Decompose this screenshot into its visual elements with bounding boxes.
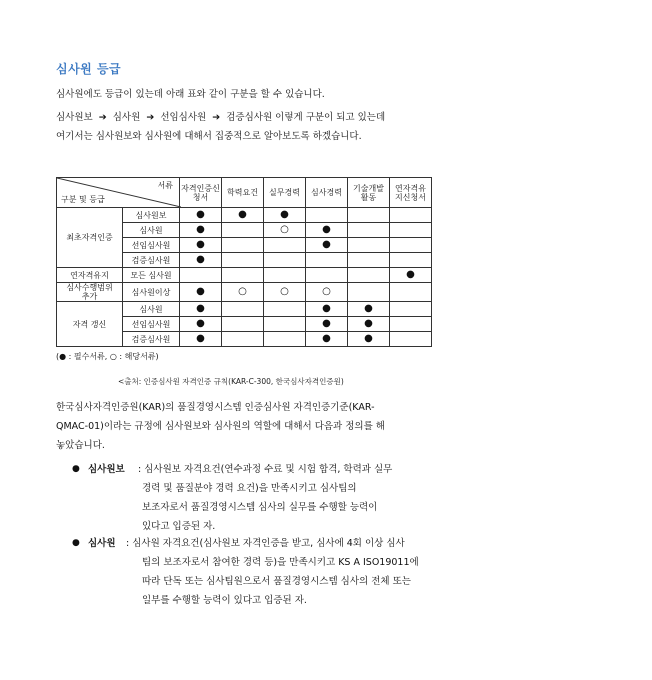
table-cell <box>222 208 264 223</box>
table-cell <box>222 253 264 268</box>
group-cell <box>57 302 123 347</box>
grades-line-2: 여기서는 심사원보와 심사원에 대해서 집중적으로 알아보도록 하겠습니다. <box>56 131 362 142</box>
table-cell <box>180 253 222 268</box>
bullet-line: 따라 단독 또는 심사팀원으로서 품질경영시스템 심사의 전체 또는 <box>142 576 411 587</box>
bullet-term: 심사원보 <box>88 464 125 475</box>
table-cell <box>264 332 306 347</box>
column-header <box>306 178 348 208</box>
table-cell <box>306 302 348 317</box>
required-dot-icon: ● <box>196 224 205 235</box>
table-cell <box>390 332 432 347</box>
table-legend: (● : 필수서류, ○ : 해당서류) <box>56 352 159 361</box>
required-dot-icon: ● <box>364 318 373 329</box>
table-cell <box>222 268 264 283</box>
grade-cell: 선임심사원 <box>123 238 180 253</box>
grade-cell: 심사원 <box>123 302 180 317</box>
table-row <box>57 268 432 283</box>
column-header-label: 실무경력 <box>269 188 300 197</box>
table-cell <box>390 268 432 283</box>
table-header-row <box>57 178 432 208</box>
table-cell <box>306 223 348 238</box>
group-label: 연자격유지 <box>70 270 109 280</box>
required-dot-icon: ● <box>364 333 373 344</box>
applicable-circle-icon: ○ <box>322 286 331 297</box>
table-cell <box>180 283 222 302</box>
column-header <box>264 178 306 208</box>
grade-name: 선임심사원 <box>160 112 207 123</box>
table-cell <box>306 283 348 302</box>
group-label: 심사수행범위 추가 <box>66 283 113 301</box>
bullet-icon: ● <box>72 538 80 548</box>
bullet-line: : 심사원 자격요건(심사원보 자격인증을 받고, 심사에 4회 이상 심사 <box>126 538 405 549</box>
required-dot-icon: ● <box>196 286 205 297</box>
table-cell <box>264 223 306 238</box>
table-cell <box>264 283 306 302</box>
required-dot-icon: ● <box>322 303 331 314</box>
column-header <box>180 178 222 208</box>
table-cell <box>264 238 306 253</box>
required-dot-icon: ● <box>322 224 331 235</box>
table-cell <box>306 268 348 283</box>
required-dot-icon: ● <box>406 269 415 280</box>
applicable-circle-icon: ○ <box>280 286 289 297</box>
table-cell <box>222 332 264 347</box>
grade-cell: 모든 심사원 <box>123 268 180 283</box>
grade-cell: 심사원보 <box>123 208 180 223</box>
group-label: 최초자격인증 <box>66 233 113 242</box>
table-row <box>57 302 432 317</box>
table-cell <box>264 253 306 268</box>
table-cell <box>306 238 348 253</box>
certification-table <box>56 177 432 347</box>
bullet-line: 경력 및 품질분야 경력 요건)을 만족시키고 심사팀의 <box>142 483 357 494</box>
table-cell <box>180 302 222 317</box>
arrow-icon: ➔ <box>98 112 107 123</box>
group-cell <box>57 283 123 302</box>
required-dot-icon: ● <box>196 254 205 265</box>
required-dot-icon: ● <box>238 209 247 220</box>
bullet-item <box>72 534 444 610</box>
grade-cell: 선임심사원 <box>123 317 180 332</box>
bullet-icon: ● <box>72 464 80 474</box>
table-cell <box>390 223 432 238</box>
corner-top-label: 서류 <box>157 181 173 190</box>
table-cell <box>390 208 432 223</box>
grade-cell: 심사원 <box>123 223 180 238</box>
table-corner-cell <box>57 178 180 208</box>
table-cell <box>222 223 264 238</box>
grade-cell: 검증심사원 <box>123 253 180 268</box>
table-cell <box>390 283 432 302</box>
column-header-label: 연자격유 지신청서 <box>395 183 426 202</box>
table-cell <box>180 208 222 223</box>
group-cell <box>57 268 123 283</box>
table-cell <box>390 253 432 268</box>
grades-paragraph <box>56 108 441 146</box>
table-row <box>57 208 432 223</box>
bullet-line: 팀의 보조자로서 참여한 경력 등)을 만족시키고 KS A ISO19011에 <box>142 557 419 568</box>
bullet-item <box>72 460 444 536</box>
table-cell <box>390 317 432 332</box>
table-row <box>57 283 432 302</box>
table-cell <box>180 317 222 332</box>
table-cell <box>348 302 390 317</box>
corner-diagonal <box>57 178 179 207</box>
required-dot-icon: ● <box>196 209 205 220</box>
table-cell <box>348 268 390 283</box>
table-cell <box>348 283 390 302</box>
table-cell <box>264 268 306 283</box>
grade-name: 심사원 <box>112 112 141 123</box>
arrow-icon: ➔ <box>146 112 155 123</box>
table-cell <box>222 238 264 253</box>
table-cell <box>348 317 390 332</box>
table-cell <box>222 302 264 317</box>
grades-line <box>56 108 441 127</box>
required-dot-icon: ● <box>364 303 373 314</box>
required-dot-icon: ● <box>322 318 331 329</box>
required-dot-icon: ● <box>280 209 289 220</box>
arrow-icon: ➔ <box>212 112 221 123</box>
table-cell <box>264 302 306 317</box>
column-header-label: 자격인증신 청서 <box>181 183 220 202</box>
intro-paragraph: 심사원에도 등급이 있는데 아래 표와 같이 구분을 할 수 있습니다. <box>56 89 325 100</box>
required-dot-icon: ● <box>322 239 331 250</box>
grade-cell: 검증심사원 <box>123 332 180 347</box>
required-dot-icon: ● <box>322 333 331 344</box>
grade-name: 심사원보 <box>56 112 93 123</box>
table-cell <box>264 317 306 332</box>
table-cell <box>222 317 264 332</box>
bullet-line: : 심사원보 자격요건(연수과정 수료 및 시험 합격, 학력과 실무 <box>138 464 393 475</box>
section-title: 심사원 등급 <box>56 62 122 76</box>
bullet-text <box>72 460 444 536</box>
paragraph-line: QMAC-01)이라는 규정에 심사원보와 심사원의 역할에 대해서 다음과 정의를 해 <box>56 421 385 432</box>
group-cell <box>57 208 123 268</box>
definition-paragraph <box>56 398 441 455</box>
column-header <box>348 178 390 208</box>
table-cell <box>180 268 222 283</box>
table-cell <box>348 223 390 238</box>
table-cell <box>306 332 348 347</box>
required-dot-icon: ● <box>196 333 205 344</box>
paragraph-line: 놓았습니다. <box>56 440 105 451</box>
column-header-label: 기술개발 활동 <box>353 183 384 202</box>
grades-line-tail: 이렇게 구분이 되고 있는데 <box>275 112 386 123</box>
corner-bottom-label: 구분 및 등급 <box>61 195 105 204</box>
bullet-text <box>72 534 444 610</box>
table-cell <box>180 332 222 347</box>
column-header <box>390 178 432 208</box>
bullet-line: 보조자로서 품질경영시스템 심사의 실무를 수행할 능력이 <box>142 502 378 513</box>
applicable-circle-icon: ○ <box>238 286 247 297</box>
column-header <box>222 178 264 208</box>
table-cell <box>180 238 222 253</box>
table-cell <box>180 223 222 238</box>
required-dot-icon: ● <box>196 303 205 314</box>
table-cell <box>348 253 390 268</box>
table-cell <box>264 208 306 223</box>
grade-name: 검증심사원 <box>226 112 273 123</box>
table-cell <box>390 302 432 317</box>
bullet-line: 있다고 입증된 자. <box>142 521 216 532</box>
table-cell <box>348 208 390 223</box>
bullet-line: 일부를 수행할 능력이 있다고 입증된 자. <box>142 595 307 606</box>
column-header-label: 학력요건 <box>227 188 258 197</box>
table-cell <box>222 283 264 302</box>
table-cell <box>306 317 348 332</box>
grade-cell: 심사원이상 <box>123 283 180 302</box>
bullet-term: 심사원 <box>88 538 116 549</box>
group-label: 자격 갱신 <box>72 319 107 329</box>
table-cell <box>390 238 432 253</box>
table-cell <box>348 332 390 347</box>
column-header-label: 심사경력 <box>311 188 342 197</box>
required-dot-icon: ● <box>196 318 205 329</box>
applicable-circle-icon: ○ <box>280 224 289 235</box>
required-dot-icon: ● <box>196 239 205 250</box>
table-cell <box>348 238 390 253</box>
table-cell <box>306 208 348 223</box>
paragraph-line: 한국심사자격인증원(KAR)의 품질경영시스템 인증심사원 자격인증기준(KAR- <box>56 402 375 413</box>
table-cell <box>306 253 348 268</box>
table-source: <출처: 인증심사원 자격인증 규칙(KAR-C-300, 한국심사자격인증원) <box>118 377 344 386</box>
